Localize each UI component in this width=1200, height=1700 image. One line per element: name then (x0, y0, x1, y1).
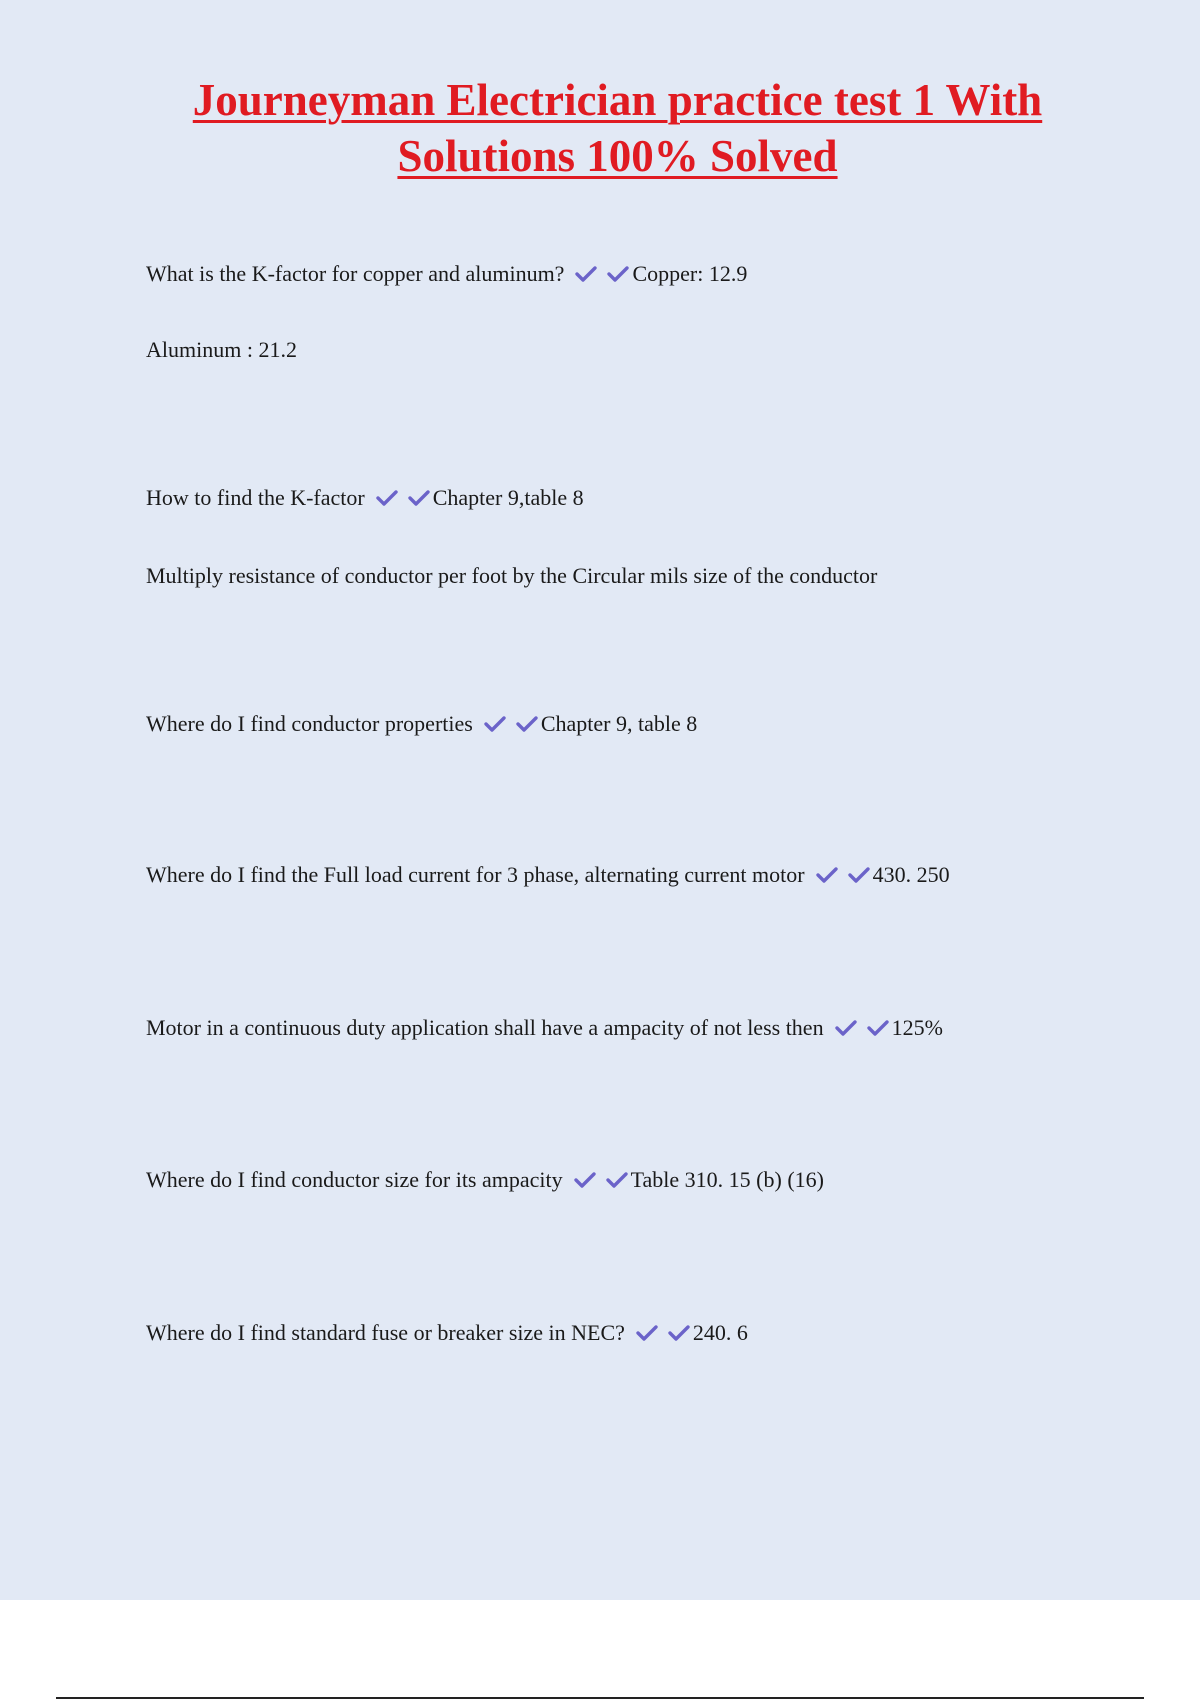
check-icon (515, 714, 539, 734)
double-check-icon (574, 264, 630, 284)
answer-text: 125% (891, 1015, 943, 1040)
double-check-icon (815, 865, 871, 885)
question-text: Motor in a continuous duty application shall have a ampacity of not less then (146, 1015, 824, 1040)
check-icon (574, 264, 598, 284)
answer-text: Chapter 9,table 8 (432, 485, 584, 510)
question-text: Where do I find standard fuse or breaker size in NEC? (146, 1320, 625, 1345)
check-icon (635, 1323, 659, 1343)
answer-text: 430. 250 (872, 862, 950, 887)
check-icon (866, 1018, 890, 1038)
document-title: Journeyman Electrician practice test 1 With Solutions 100% Solved (192, 75, 1043, 181)
check-icon (605, 1170, 629, 1190)
check-icon (375, 488, 399, 508)
check-icon (815, 865, 839, 885)
question-text: Where do I find conductor size for its ampacity (146, 1167, 563, 1192)
double-check-icon (573, 1170, 629, 1190)
check-icon (483, 714, 507, 734)
double-check-icon (834, 1018, 890, 1038)
answer-extra-text: Aluminum : 21.2 (146, 337, 297, 362)
qa-item (146, 484, 584, 512)
double-check-icon (483, 714, 539, 734)
double-check-icon (635, 1323, 691, 1343)
question-text: What is the K-factor for copper and aluminum? (146, 261, 565, 286)
qa-item (146, 1014, 943, 1042)
answer-extra-text: Multiply resistance of conductor per foot by the Circular mils size of the conductor (146, 563, 878, 588)
check-icon (847, 865, 871, 885)
check-icon (606, 264, 630, 284)
answer-text: 240. 6 (692, 1320, 748, 1345)
qa-item (146, 861, 950, 889)
qa-item (146, 710, 697, 738)
qa-item (146, 1319, 748, 1347)
qa-item (146, 1166, 824, 1194)
qa-item (146, 260, 747, 288)
double-check-icon (375, 488, 431, 508)
check-icon (573, 1170, 597, 1190)
answer-continuation (146, 562, 877, 590)
check-icon (407, 488, 431, 508)
answer-text: Copper: 12.9 (632, 261, 748, 286)
question-text: How to find the K-factor (146, 485, 365, 510)
check-icon (834, 1018, 858, 1038)
footer-divider (56, 1697, 1144, 1699)
answer-text: Chapter 9, table 8 (540, 711, 698, 736)
question-text: Where do I find the Full load current for 3 phase, alternating current motor (146, 862, 805, 887)
question-text: Where do I find conductor properties (146, 711, 473, 736)
check-icon (667, 1323, 691, 1343)
answer-continuation (146, 336, 297, 364)
answer-text: Table 310. 15 (b) (16) (630, 1167, 824, 1192)
